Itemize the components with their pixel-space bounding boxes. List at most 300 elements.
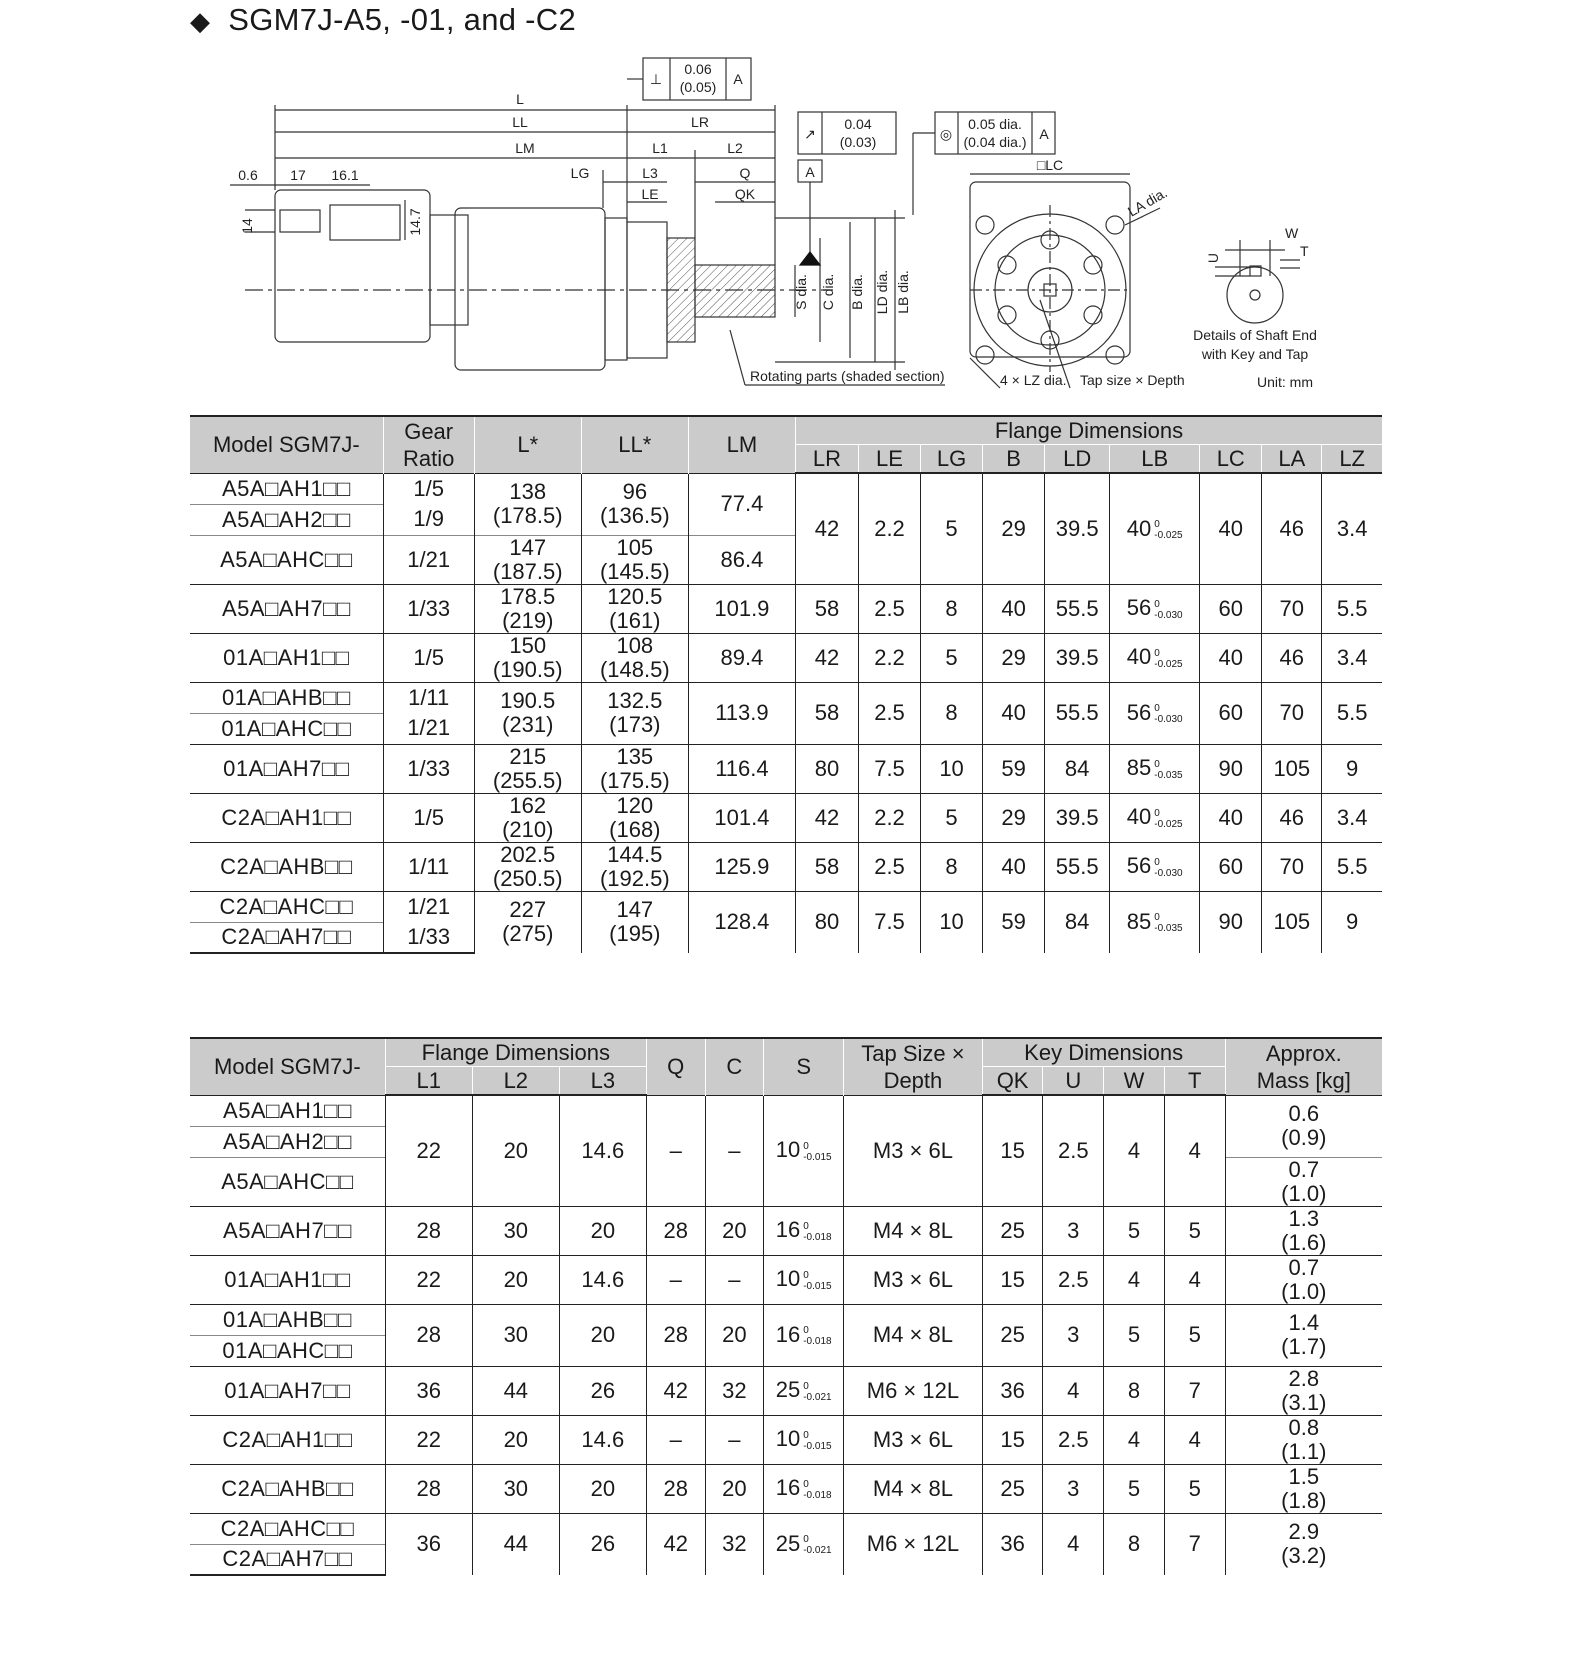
cell-mass: 1.5 (1.8) [1225, 1464, 1382, 1513]
flange-cell: 70 [1262, 842, 1322, 891]
cell-t: 4 [1164, 1095, 1225, 1206]
flange-cell: 5 [921, 633, 983, 682]
cell-lm: 116.4 [688, 744, 795, 793]
flange-cell: 3.4 [1322, 633, 1382, 682]
flange-cell: 5.5 [1322, 682, 1382, 744]
flange-cell: 105 [1262, 891, 1322, 953]
model-cell: 01A□AH7□□ [190, 1366, 385, 1415]
tol1-top: 0.06 [684, 61, 712, 77]
cell-q: – [646, 1415, 705, 1464]
flange-cell: 42 [795, 793, 858, 842]
flange-cell: 2.5 [858, 842, 920, 891]
tol-lower: -0.025 [1154, 529, 1183, 541]
dim-14-7: 14.7 [407, 208, 423, 236]
flange-cell [1110, 842, 1200, 891]
cell-tap: M4 × 8L [844, 1464, 983, 1513]
tol2-ref: A [805, 164, 815, 180]
cell-lm: 101.9 [688, 584, 795, 633]
col-flange-lg: LG [921, 445, 983, 474]
cell-l: 178.5 (219) [474, 584, 581, 633]
cell-qk: 25 [982, 1206, 1043, 1255]
cell-qk: 25 [982, 1464, 1043, 1513]
flange-cell: 59 [983, 891, 1045, 953]
flange-cell: 105 [1262, 744, 1322, 793]
flange-cell: 5 [921, 793, 983, 842]
tol-upper: 0 [1154, 518, 1160, 530]
cell-tap: M6 × 12L [844, 1513, 983, 1575]
tol-lower: -0.018 [803, 1231, 832, 1243]
lb-value: 40 [1126, 644, 1152, 670]
cell-lm: 125.9 [688, 842, 795, 891]
table-row [190, 473, 1382, 504]
flange-cell: 84 [1045, 744, 1110, 793]
cell-l: 147 (187.5) [474, 535, 581, 584]
cell-l2: 20 [472, 1095, 559, 1206]
cell-l3: 14.6 [559, 1095, 646, 1206]
lb-tolerance [1154, 599, 1182, 621]
cell-c: 20 [705, 1206, 764, 1255]
flange-cell: 58 [795, 842, 858, 891]
cell-l3: 14.6 [559, 1415, 646, 1464]
flange-cell: 7.5 [858, 744, 920, 793]
model-cell: A5A□AH1□□ [190, 473, 383, 504]
table-row [190, 1304, 1382, 1335]
flange-cell: 2.2 [858, 793, 920, 842]
model-cell: A5A□AH7□□ [190, 584, 383, 633]
s-value: 16 [775, 1321, 801, 1347]
cell-mass: 0.7 (1.0) [1225, 1255, 1382, 1304]
col2-tap-size: Tap Size × Depth [844, 1038, 983, 1095]
flange-cell [1110, 682, 1200, 744]
model-cell: A5A□AH1□□ [190, 1095, 385, 1126]
col-LL: LL* [581, 416, 688, 473]
cell-l: 215 (255.5) [474, 744, 581, 793]
gear-ratio-cell: 1/11 [383, 682, 474, 713]
tol1-bottom: (0.05) [679, 79, 717, 95]
shaft-caption-2: with Key and Tap [1201, 346, 1309, 362]
col2-C: C [705, 1038, 764, 1095]
cell-mass: 2.9 (3.2) [1225, 1513, 1382, 1575]
cell-l: 202.5 (250.5) [474, 842, 581, 891]
dim-LC: □LC [1036, 157, 1064, 173]
lb-value: 56 [1126, 699, 1152, 725]
cell-w: 4 [1104, 1255, 1165, 1304]
cell-mass: 1.3 (1.6) [1225, 1206, 1382, 1255]
model-cell: C2A□AH7□□ [190, 1544, 385, 1575]
model-cell: C2A□AH1□□ [190, 793, 383, 842]
flange-cell: 55.5 [1045, 682, 1110, 744]
diamond-bullet-icon: ◆ [190, 6, 211, 36]
dim-LR: LR [691, 114, 709, 130]
cell-ll: 120.5 (161) [581, 584, 688, 633]
flange-cell: 2.5 [858, 682, 920, 744]
cell-t: 5 [1164, 1206, 1225, 1255]
cell-tap: M3 × 6L [844, 1255, 983, 1304]
flange-cell: 40 [983, 682, 1045, 744]
flange-cell: 39.5 [1045, 633, 1110, 682]
cell-s [764, 1255, 844, 1304]
tol3-ref: A [1039, 126, 1049, 142]
tol-lower: -0.025 [1154, 658, 1183, 670]
cell-t: 5 [1164, 1304, 1225, 1366]
cell-w: 8 [1104, 1366, 1165, 1415]
gear-ratio-cell: 1/9 [383, 504, 474, 535]
gear-ratio-cell: 1/21 [383, 535, 474, 584]
cell-l3: 26 [559, 1513, 646, 1575]
tap-size-label: Tap size × Depth [1080, 372, 1185, 388]
table-row [190, 744, 1382, 793]
dim-0-6: 0.6 [238, 167, 258, 183]
tol-upper: 0 [803, 1140, 809, 1152]
table-row [190, 842, 1382, 891]
cell-l3: 20 [559, 1304, 646, 1366]
dim-S-dia: S dia. [793, 274, 809, 310]
s-tolerance [803, 1381, 831, 1403]
col-flange-lz: LZ [1322, 445, 1382, 474]
flange-cell: 39.5 [1045, 473, 1110, 584]
lb-tolerance [1154, 759, 1182, 781]
cell-l: 227 (275) [474, 891, 581, 953]
col-flange-lb: LB [1110, 445, 1200, 474]
dim-Q: Q [739, 165, 751, 181]
flange-cell: 55.5 [1045, 842, 1110, 891]
tol2-top: 0.04 [844, 116, 872, 132]
cell-q: 42 [646, 1513, 705, 1575]
col2-flange-l2: L2 [472, 1067, 559, 1096]
model-cell: C2A□AHB□□ [190, 1464, 385, 1513]
table-row [190, 1206, 1382, 1255]
cell-ll: 105 (145.5) [581, 535, 688, 584]
flange-cell: 55.5 [1045, 584, 1110, 633]
dimensions-table-1 [190, 415, 1382, 954]
tol-upper: 0 [803, 1325, 809, 1337]
cell-s [764, 1464, 844, 1513]
cell-tap: M3 × 6L [844, 1415, 983, 1464]
cell-ll: 108 (148.5) [581, 633, 688, 682]
flange-cell: 29 [983, 473, 1045, 584]
cell-t: 5 [1164, 1464, 1225, 1513]
cell-t: 7 [1164, 1366, 1225, 1415]
cell-lm: 86.4 [688, 535, 795, 584]
table-row [190, 1513, 1382, 1544]
gear-ratio-cell: 1/21 [383, 891, 474, 922]
cell-l2: 30 [472, 1464, 559, 1513]
cell-q: 28 [646, 1206, 705, 1255]
tol-upper: 0 [1154, 856, 1160, 868]
s-tolerance [803, 1270, 831, 1292]
cell-l1: 36 [385, 1366, 472, 1415]
model-cell: A5A□AH2□□ [190, 1126, 385, 1157]
cell-u: 2.5 [1043, 1095, 1104, 1206]
cell-c: 20 [705, 1304, 764, 1366]
cell-qk: 15 [982, 1415, 1043, 1464]
flange-cell: 8 [921, 584, 983, 633]
cell-qk: 15 [982, 1255, 1043, 1304]
cell-s [764, 1513, 844, 1575]
col2-flange-l3: L3 [559, 1067, 646, 1096]
dim-LD-dia: LD dia. [874, 269, 890, 315]
model-cell: 01A□AHC□□ [190, 1335, 385, 1366]
model-cell: A5A□AHC□□ [190, 1157, 385, 1206]
model-cell: A5A□AHC□□ [190, 535, 383, 584]
model-cell: 01A□AHB□□ [190, 682, 383, 713]
cell-c: – [705, 1255, 764, 1304]
s-value: 10 [775, 1266, 801, 1292]
title-text: SGM7J-A5, -01, and -C2 [228, 2, 577, 37]
gear-ratio-cell: 1/33 [383, 744, 474, 793]
flange-cell: 8 [921, 682, 983, 744]
tol-upper: 0 [803, 1534, 809, 1546]
gear-ratio-cell: 1/33 [383, 922, 474, 953]
col2-key-t: T [1164, 1067, 1225, 1096]
model-cell: C2A□AHC□□ [190, 891, 383, 922]
flange-cell: 58 [795, 682, 858, 744]
col-flange-le: LE [858, 445, 920, 474]
dim-LA-dia: LA dia. [1124, 184, 1170, 220]
col2-Q: Q [646, 1038, 705, 1095]
cell-ll: 132.5 (173) [581, 682, 688, 744]
cell-w: 4 [1104, 1415, 1165, 1464]
cell-mass: 0.7 (1.0) [1225, 1157, 1382, 1206]
table-row [190, 1095, 1382, 1126]
cell-mass: 1.4 (1.7) [1225, 1304, 1382, 1366]
dim-L2: L2 [727, 140, 743, 156]
flange-cell: 42 [795, 473, 858, 584]
lb-value: 40 [1126, 515, 1152, 541]
tol-lower: -0.021 [803, 1391, 832, 1403]
dim-LM: LM [515, 140, 535, 156]
model-cell: A5A□AH7□□ [190, 1206, 385, 1255]
cell-l1: 22 [385, 1095, 472, 1206]
cell-q: 42 [646, 1366, 705, 1415]
gear-ratio-cell: 1/33 [383, 584, 474, 633]
dim-LE: LE [641, 186, 659, 202]
col2-key-dimensions: Key Dimensions [982, 1038, 1225, 1067]
cell-l3: 26 [559, 1366, 646, 1415]
dim-C-dia: C dia. [820, 273, 836, 311]
cell-l1: 22 [385, 1255, 472, 1304]
model-cell: C2A□AH1□□ [190, 1415, 385, 1464]
shaft-dim-T: T [1300, 243, 1309, 259]
cell-s [764, 1304, 844, 1366]
cell-w: 5 [1104, 1464, 1165, 1513]
tol-lower: -0.015 [803, 1151, 832, 1163]
col-flange-dimensions: Flange Dimensions [795, 416, 1382, 445]
cell-lm: 101.4 [688, 793, 795, 842]
col-flange-b: B [983, 445, 1045, 474]
flange-cell: 3.4 [1322, 473, 1382, 584]
gear-ratio-cell: 1/21 [383, 713, 474, 744]
s-value: 16 [775, 1475, 801, 1501]
flange-cell: 80 [795, 891, 858, 953]
cell-ll: 147 (195) [581, 891, 688, 953]
s-value: 16 [775, 1217, 801, 1243]
cell-tap: M3 × 6L [844, 1095, 983, 1206]
cell-u: 3 [1043, 1304, 1104, 1366]
model-cell: 01A□AH1□□ [190, 1255, 385, 1304]
cell-u: 3 [1043, 1206, 1104, 1255]
flange-cell: 9 [1322, 744, 1382, 793]
tol-lower: -0.035 [1154, 923, 1183, 935]
dimension-drawing [0, 0, 1586, 410]
col2-flange-l1: L1 [385, 1067, 472, 1096]
cell-c: – [705, 1095, 764, 1206]
tol-upper: 0 [1154, 807, 1160, 819]
gear-ratio-cell: 1/5 [383, 633, 474, 682]
model-cell: 01A□AH1□□ [190, 633, 383, 682]
cell-l1: 28 [385, 1304, 472, 1366]
cell-qk: 36 [982, 1513, 1043, 1575]
flange-cell: 42 [795, 633, 858, 682]
shaft-dim-W: W [1285, 225, 1299, 241]
cell-c: 20 [705, 1464, 764, 1513]
tol-upper: 0 [1154, 647, 1160, 659]
flange-cell: 2.2 [858, 473, 920, 584]
flange-cell: 7.5 [858, 891, 920, 953]
lb-tolerance [1154, 648, 1182, 670]
cell-tap: M4 × 8L [844, 1304, 983, 1366]
cell-l: 190.5 (231) [474, 682, 581, 744]
flange-cell: 5.5 [1322, 584, 1382, 633]
flange-cell: 2.2 [858, 633, 920, 682]
dim-LL: LL [512, 114, 528, 130]
table-row [190, 682, 1382, 713]
s-tolerance [803, 1325, 831, 1347]
col-model: Model SGM7J- [190, 416, 383, 473]
unit-label: Unit: mm [1257, 374, 1313, 390]
dim-B-dia: B dia. [849, 274, 865, 310]
tol-lower: -0.018 [803, 1336, 832, 1348]
model-cell: C2A□AH7□□ [190, 922, 383, 953]
col2-model: Model SGM7J- [190, 1038, 385, 1095]
dimensions-table-2 [190, 1037, 1382, 1576]
cell-s [764, 1366, 844, 1415]
cell-t: 4 [1164, 1415, 1225, 1464]
cell-s [764, 1415, 844, 1464]
flange-cell: 9 [1322, 891, 1382, 953]
dim-L: L [516, 91, 524, 107]
tol-upper: 0 [803, 1269, 809, 1281]
tol2-bottom: (0.03) [839, 134, 877, 150]
cell-w: 8 [1104, 1513, 1165, 1575]
cell-tap: M6 × 12L [844, 1366, 983, 1415]
cell-w: 4 [1104, 1095, 1165, 1206]
dim-16-1: 16.1 [331, 167, 359, 183]
cell-mass: 2.8 (3.1) [1225, 1366, 1382, 1415]
flange-cell: 5.5 [1322, 842, 1382, 891]
cell-s [764, 1095, 844, 1206]
gear-ratio-cell: 1/5 [383, 473, 474, 504]
model-cell: 01A□AHB□□ [190, 1304, 385, 1335]
s-value: 10 [775, 1137, 801, 1163]
tol-lower: -0.021 [803, 1545, 832, 1557]
col-flange-lc: LC [1200, 445, 1262, 474]
flange-cell [1110, 584, 1200, 633]
col2-key-u: U [1043, 1067, 1104, 1096]
cell-ll: 135 (175.5) [581, 744, 688, 793]
cell-l: 138 (178.5) [474, 473, 581, 535]
lb-value: 56 [1126, 595, 1152, 621]
tol-lower: -0.030 [1154, 609, 1183, 621]
dim-14: 14 [239, 218, 255, 234]
flange-cell: 40 [1200, 633, 1262, 682]
tol-upper: 0 [1154, 912, 1160, 924]
tol-upper: 0 [803, 1220, 809, 1232]
cell-mass: 0.6 (0.9) [1225, 1095, 1382, 1157]
flange-cell: 60 [1200, 584, 1262, 633]
cell-lm: 89.4 [688, 633, 795, 682]
tol3-bottom: (0.04 dia.) [963, 134, 1027, 150]
cell-l3: 20 [559, 1464, 646, 1513]
flange-cell: 70 [1262, 682, 1322, 744]
flange-cell: 40 [1200, 473, 1262, 584]
flange-cell: 39.5 [1045, 793, 1110, 842]
cell-u: 3 [1043, 1464, 1104, 1513]
flange-cell: 84 [1045, 891, 1110, 953]
cell-l2: 30 [472, 1206, 559, 1255]
lb-tolerance [1154, 703, 1182, 725]
dim-LZ: 4 × LZ dia. [1000, 372, 1067, 388]
flange-cell [1110, 473, 1200, 584]
model-cell: 01A□AHC□□ [190, 713, 383, 744]
cell-c: – [705, 1415, 764, 1464]
tol-upper: 0 [803, 1429, 809, 1441]
rotating-parts-label: Rotating parts (shaded section) [750, 368, 945, 384]
flange-cell: 29 [983, 793, 1045, 842]
dim-L3: L3 [642, 165, 658, 181]
cell-l: 162 (210) [474, 793, 581, 842]
cell-lm: 77.4 [688, 473, 795, 535]
model-cell: C2A□AHB□□ [190, 842, 383, 891]
cell-l2: 44 [472, 1366, 559, 1415]
tol-upper: 0 [1154, 598, 1160, 610]
cell-q: 28 [646, 1304, 705, 1366]
concentricity-icon: ◎ [939, 126, 953, 142]
cell-lm: 128.4 [688, 891, 795, 953]
gear-ratio-cell: 1/5 [383, 793, 474, 842]
table-row [190, 891, 1382, 922]
tol-lower: -0.030 [1154, 867, 1183, 879]
cell-c: 32 [705, 1366, 764, 1415]
cell-s [764, 1206, 844, 1255]
perpendicularity-icon: ⊥ [649, 71, 663, 87]
cell-l1: 28 [385, 1464, 472, 1513]
model-cell: 01A□AH7□□ [190, 744, 383, 793]
tol3-top: 0.05 dia. [968, 116, 1022, 132]
flange-cell: 90 [1200, 891, 1262, 953]
lb-value: 85 [1126, 909, 1152, 935]
flange-cell: 5 [921, 473, 983, 584]
col2-flange-dimensions: Flange Dimensions [385, 1038, 646, 1067]
cell-l3: 20 [559, 1206, 646, 1255]
lb-value: 56 [1126, 853, 1152, 879]
shaft-caption-1: Details of Shaft End [1193, 327, 1317, 343]
flange-cell: 40 [1200, 793, 1262, 842]
cell-u: 2.5 [1043, 1255, 1104, 1304]
tol-upper: 0 [1154, 758, 1160, 770]
flange-cell: 80 [795, 744, 858, 793]
cell-t: 7 [1164, 1513, 1225, 1575]
cell-ll: 144.5 (192.5) [581, 842, 688, 891]
col-L: L* [474, 416, 581, 473]
table-row [190, 1255, 1382, 1304]
cell-q: – [646, 1255, 705, 1304]
col-flange-ld: LD [1045, 445, 1110, 474]
cell-u: 4 [1043, 1366, 1104, 1415]
cell-l2: 20 [472, 1415, 559, 1464]
cell-qk: 25 [982, 1304, 1043, 1366]
s-value: 25 [775, 1377, 801, 1403]
